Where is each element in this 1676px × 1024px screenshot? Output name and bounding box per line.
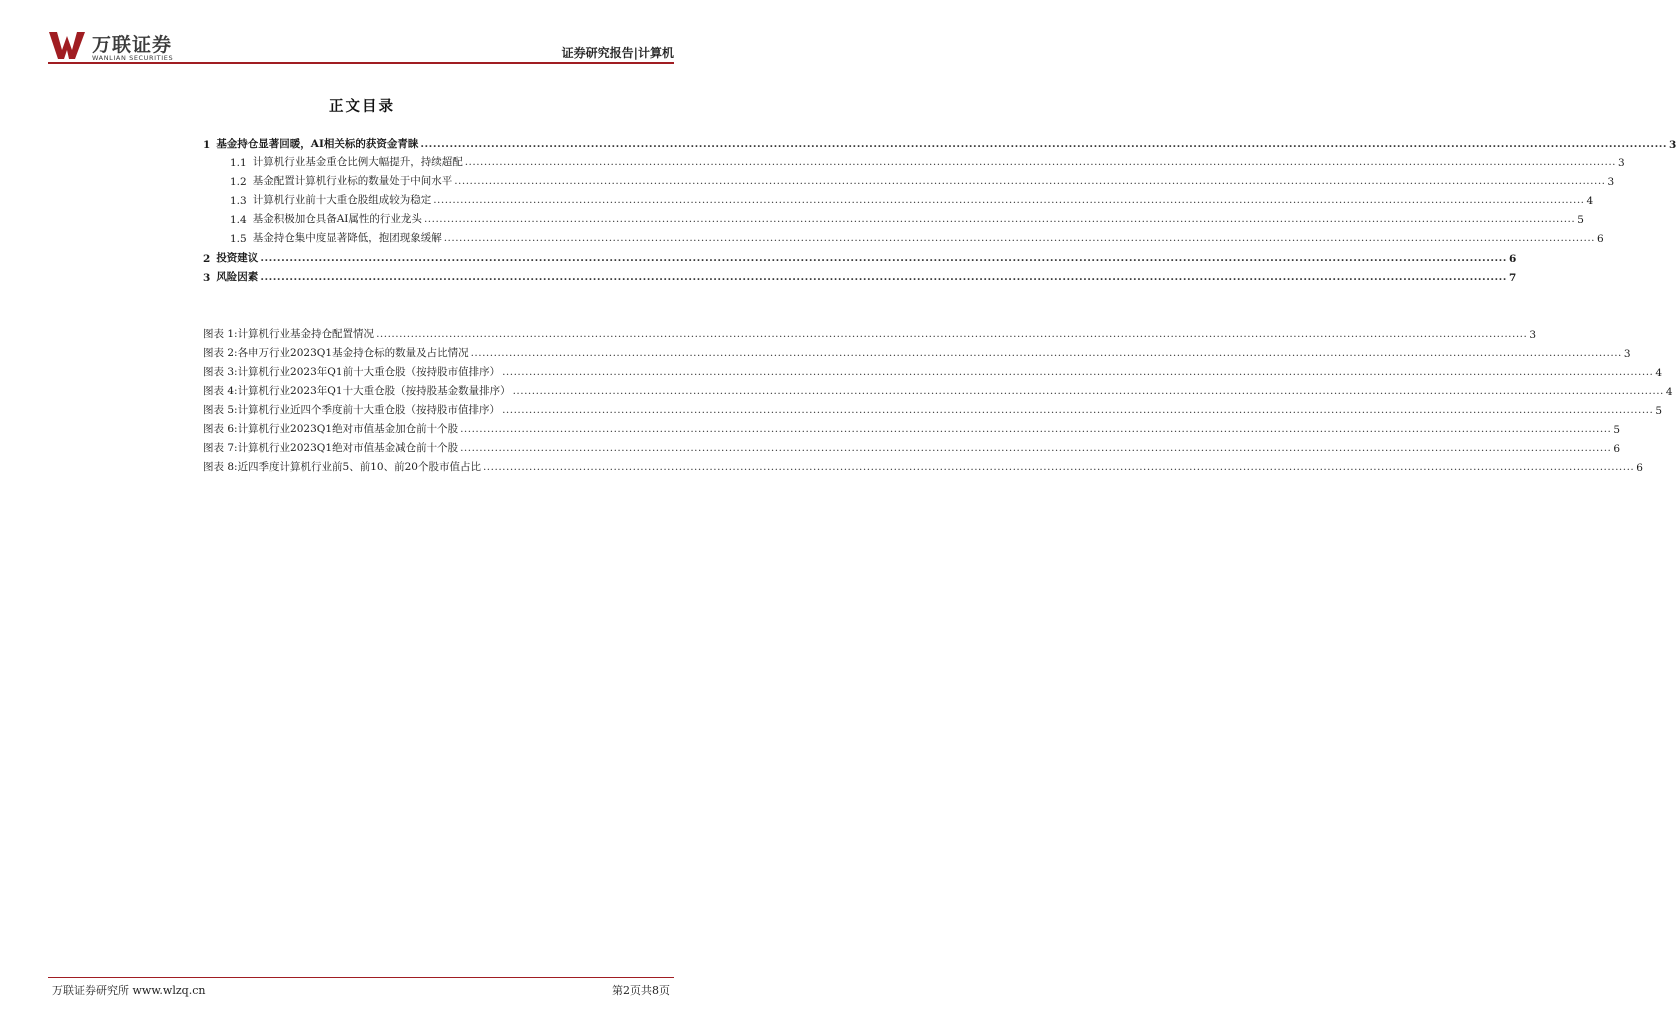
figure-number: 图表 8: — [203, 461, 238, 473]
figure-title: 各申万行业2023Q1基金持仓标的数量及占比情况 — [237, 347, 469, 359]
figure-entry[interactable] — [203, 458, 1643, 474]
figure-title: 计算机行业近四个季度前十大重仓股（按持股市值排序） — [237, 404, 501, 416]
page-number: 第2页共8页 — [612, 984, 670, 997]
toc-entry-number: 1.5 — [230, 233, 247, 245]
figure-page: 5 — [1613, 424, 1621, 436]
figure-entry[interactable] — [203, 401, 1663, 417]
toc-entry-page: 6 — [1508, 253, 1517, 265]
figure-entry[interactable] — [203, 325, 1537, 341]
toc-entry[interactable] — [203, 268, 1517, 284]
toc-entry-number: 1.3 — [230, 195, 247, 207]
figure-entry[interactable] — [203, 420, 1621, 436]
figure-number: 图表 2: — [203, 347, 238, 359]
toc-entry-number: 2 — [203, 253, 211, 265]
toc-entry-page: 3 — [1607, 176, 1615, 188]
report-type: 证券研究报告|计算机 — [561, 46, 674, 60]
toc-dot-leader: ............................................................................................................................................................................................................................................................................................................ — [423, 213, 1576, 225]
figure-dot-leader: ............................................................................................................................................................................................................................................................................................................ — [482, 461, 1635, 473]
figure-page: 4 — [1665, 386, 1673, 398]
toc-title: 正文目录 — [329, 98, 395, 115]
figure-dot-leader: ............................................................................................................................................................................................................................................................................................................ — [502, 366, 1654, 378]
toc-dot-leader: ............................................................................................................................................................................................................................................................................................................ — [260, 252, 1507, 264]
toc-entry-title: 计算机行业基金重仓比例大幅提升，持续超配 — [252, 156, 463, 168]
figure-entry[interactable] — [203, 363, 1663, 379]
figure-page: 4 — [1655, 367, 1663, 379]
wanlian-logo-icon — [48, 30, 86, 60]
toc-entry-title: 风险因素 — [216, 271, 259, 283]
figure-page: 3 — [1529, 329, 1537, 341]
toc-entry[interactable] — [230, 210, 1584, 226]
toc-entry-page: 3 — [1618, 157, 1625, 169]
figure-title: 计算机行业2023Q1绝对市值基金减仓前十个股 — [237, 442, 459, 454]
figure-title: 计算机行业2023Q1绝对市值基金加仓前十个股 — [237, 423, 459, 435]
figure-number: 图表 7: — [203, 442, 238, 454]
toc-entry-title: 投资建议 — [216, 252, 259, 264]
toc-dot-leader: ............................................................................................................................................................................................................................................................................................................ — [260, 271, 1507, 283]
figure-entry[interactable] — [203, 344, 1631, 360]
figure-page: 6 — [1613, 443, 1621, 455]
figure-title: 近四季度计算机行业前5、前10、前20个股市值占比 — [237, 461, 481, 473]
figure-number: 图表 4: — [203, 385, 238, 397]
toc-entry[interactable] — [230, 153, 1625, 169]
figure-dot-leader: ............................................................................................................................................................................................................................................................................................................ — [376, 328, 1528, 340]
toc-entry-title: 基金配置计算机行业标的数量处于中间水平 — [252, 175, 453, 187]
toc-entry-page: 4 — [1586, 195, 1594, 207]
page-header — [48, 30, 674, 64]
toc-entry[interactable] — [230, 172, 1615, 188]
figure-entry[interactable] — [203, 382, 1673, 398]
figure-number: 图表 6: — [203, 423, 238, 435]
toc-entry-number: 1.2 — [230, 176, 247, 188]
figure-page: 5 — [1655, 405, 1663, 417]
figure-dot-leader: ............................................................................................................................................................................................................................................................................................................ — [502, 404, 1654, 416]
figure-number: 图表 5: — [203, 404, 238, 416]
footer-divider — [48, 977, 674, 978]
figure-title: 计算机行业基金持仓配置情况 — [237, 328, 375, 340]
brand-name-en: WANLIAN SECURITIES — [92, 54, 174, 62]
figure-entry[interactable] — [203, 439, 1621, 455]
figure-number: 图表 3: — [203, 366, 238, 378]
toc-entry-number: 1.1 — [230, 157, 247, 169]
figure-number: 图表 1: — [203, 328, 238, 340]
toc-entry-page: 6 — [1597, 233, 1604, 245]
toc-entry-number: 1.4 — [230, 214, 247, 226]
header-divider — [48, 62, 674, 64]
figure-dot-leader: ............................................................................................................................................................................................................................................................................................................ — [512, 385, 1664, 397]
figure-dot-leader: ............................................................................................................................................................................................................................................................................................................ — [460, 442, 1612, 454]
toc-entry-page: 3 — [1669, 139, 1676, 151]
figure-page: 6 — [1636, 462, 1643, 474]
figure-dot-leader: ............................................................................................................................................................................................................................................................................................................ — [460, 423, 1612, 435]
toc-entry[interactable] — [230, 229, 1604, 245]
toc-entry[interactable] — [203, 249, 1517, 265]
toc-entry-title: 基金积极加仓具备AI属性的行业龙头 — [252, 213, 422, 225]
toc-dot-leader: ............................................................................................................................................................................................................................................................................................................ — [443, 232, 1595, 244]
toc-entry-title: 计算机行业前十大重仓股组成较为稳定 — [252, 194, 432, 206]
toc-entry[interactable] — [230, 191, 1594, 207]
toc-entry-page: 5 — [1577, 214, 1584, 226]
figure-title: 计算机行业2023年Q1前十大重仓股（按持股市值排序） — [237, 366, 501, 378]
brand-name-cn: 万联证券 — [92, 34, 173, 56]
figure-page: 3 — [1623, 348, 1631, 360]
toc-dot-leader: ............................................................................................................................................................................................................................................................................................................ — [420, 138, 1668, 150]
toc-entry-number: 1 — [203, 139, 211, 151]
toc-entry-title: 基金持仓集中度显著降低，抱团现象缓解 — [252, 232, 442, 244]
toc-entry-page: 7 — [1508, 272, 1517, 284]
toc-entry[interactable] — [203, 135, 1676, 151]
toc-entry-title: 基金持仓显著回暖，AI相关标的获资金青睐 — [216, 138, 419, 150]
figure-title: 计算机行业2023年Q1十大重仓股（按持股基金数量排序） — [237, 385, 511, 397]
toc-dot-leader: ............................................................................................................................................................................................................................................................................................................ — [464, 156, 1616, 168]
toc-dot-leader: ............................................................................................................................................................................................................................................................................................................ — [454, 175, 1606, 187]
toc-entry-number: 3 — [203, 272, 211, 284]
toc-dot-leader: ............................................................................................................................................................................................................................................................................................................ — [433, 194, 1585, 206]
footer-source: 万联证券研究所 www.wlzq.cn — [52, 984, 206, 997]
figure-dot-leader: ............................................................................................................................................................................................................................................................................................................ — [470, 347, 1622, 359]
